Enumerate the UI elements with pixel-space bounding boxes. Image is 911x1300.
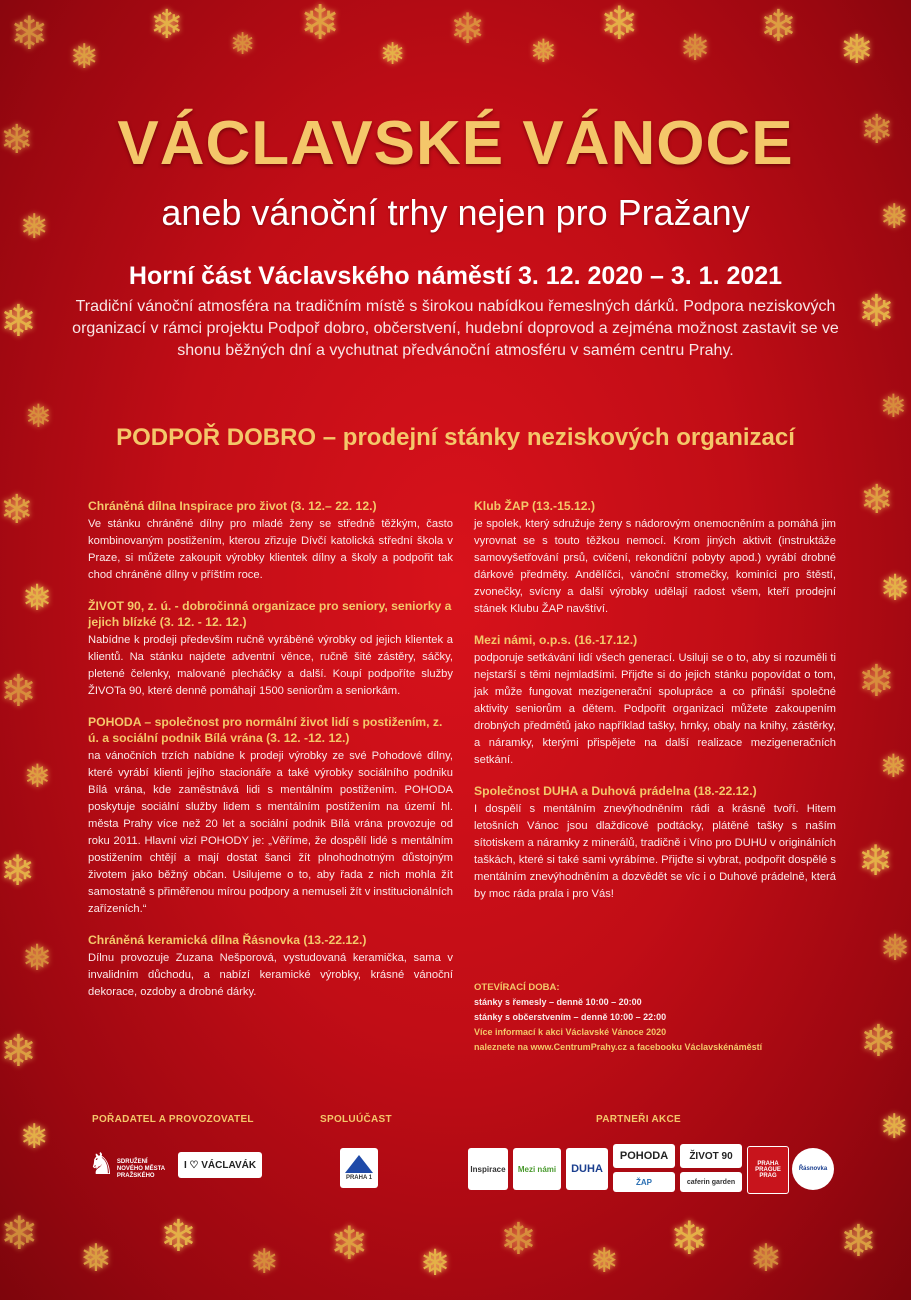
section-heading: PODPOŘ DOBRO – prodejní stánky neziskových organizací xyxy=(116,424,795,451)
hours-website: naleznete na www.CentrumPrahy.cz a facebooku Václavskénáměstí xyxy=(474,1042,763,1052)
praha1-emblem-icon xyxy=(345,1155,373,1173)
horse-rider-icon: ♞ xyxy=(88,1148,115,1181)
snowflake-icon: ❄ xyxy=(0,1207,39,1259)
snowflake-icon: ❄ xyxy=(0,667,37,716)
entry-duha xyxy=(474,783,836,903)
entry-title: Společnost DUHA a Duhová prádelna (18.-22.12.) xyxy=(474,784,757,798)
snowflake-icon: ❄ xyxy=(300,0,341,50)
entry-title: POHODA – společnost pro normální život lidí s postižením, z. ú. a sociální podnik Bílá vrána (3. 12. -12. 12.) xyxy=(88,715,443,745)
praha1-logo xyxy=(340,1148,378,1188)
snowflake-icon: ❄ xyxy=(450,5,486,52)
snowflake-icon: ❅ xyxy=(680,27,711,68)
snowflake-icon: ❅ xyxy=(230,28,256,61)
entry-pohoda xyxy=(88,714,453,918)
partner-logo-zivot90: ŽIVOT 90 xyxy=(680,1144,742,1168)
organizer-label: POŘADATEL A PROVOZOVATEL xyxy=(92,1114,254,1125)
hours-food: stánky s občerstvením – denně 10:00 – 22:00 xyxy=(474,1012,667,1022)
partner-logo-duha: DUHA xyxy=(566,1148,608,1190)
snowflake-icon: ❅ xyxy=(20,208,49,246)
partner-logo-praha: PRAHA PRAGUE PRAG xyxy=(747,1146,789,1194)
snowflake-icon: ❅ xyxy=(420,1242,451,1283)
snowflake-icon: ❅ xyxy=(880,388,907,424)
snowflake-icon: ❄ xyxy=(858,657,895,706)
snowflake-icon: ❅ xyxy=(880,567,911,608)
snowflake-icon: ❅ xyxy=(24,758,51,794)
entry-text: Nabídne k prodeji především ručně vyráběné výrobky od jejich klientek a klientů. Na stánku najdete adventní věnce, ručně šité zástěry, sáčky, pletené čelenky, malované plecháčky a další. Koupí podpoříte služby ŽIVOTa 90, které denně pomáhají 1500 seniorům a seniorkám. xyxy=(88,634,453,697)
snowflake-icon: ❅ xyxy=(750,1238,782,1280)
partner-logo-caferin: caferin garden xyxy=(680,1172,742,1192)
entry-inspirace xyxy=(88,498,453,584)
event-location: Horní část Václavského náměstí 3. 12. 2020 – 3. 1. 2021 xyxy=(128,262,783,290)
partner-logo-mezi-nami: Mezi námi xyxy=(513,1148,561,1190)
entry-zivot90 xyxy=(88,598,453,700)
hours-title: OTEVÍRACÍ DOBA: xyxy=(474,982,560,993)
snowflake-icon: ❄ xyxy=(600,0,639,49)
entry-title: Chráněná keramická dílna Řásnovka (13.-22.12.) xyxy=(88,933,367,947)
snowflake-icon: ❅ xyxy=(840,28,874,72)
snowflake-icon: ❄ xyxy=(330,1217,369,1269)
partner-logo-rasnovka: Řásnovka xyxy=(792,1148,834,1190)
snowflake-icon: ❅ xyxy=(880,1108,909,1146)
snowflake-icon: ❄ xyxy=(0,118,34,162)
snowflake-icon: ❄ xyxy=(10,7,49,59)
partner-logo-inspirace: Inspirace xyxy=(468,1148,508,1190)
snowflake-icon: ❄ xyxy=(760,2,797,51)
hours-crafts: stánky s řemesly – denně 10:00 – 20:00 xyxy=(474,997,642,1007)
snowflake-icon: ❄ xyxy=(860,1017,897,1066)
organizer-logo-text: SDRUŽENÍ NOVÉHO MĚSTA PRAŽSKÉHO xyxy=(116,1159,165,1179)
snowflake-icon: ❄ xyxy=(858,287,895,336)
partner-logo-pohoda: POHODA xyxy=(613,1144,675,1168)
hours-info: Více informací k akci Václavské Vánoce 2020 xyxy=(474,1027,667,1037)
entry-text: na vánočních trzích nabídne k prodeji výrobky ze své Pohodové dílny, které vyrábí klienti jejího stacionáře a také výrobky sociálního podniku Bílá vrána, kde zaměstnává lidi s mentálním postižením. POHODA poskytuje sociální služby lidem s mentálním postižením na území hl. města Prahy více než 20 let a sociální podnik Bílá vrána provozuje od roku 2011. Hlavní vizí POHODY je: „Věříme, že dospělí lidé s mentálním postižením chtějí a mají dostat šanci žít plnohodnotným důstojným životem jako běžný občan. Usilujeme o to, aby řada z nich mohla žít samostatně s přiměřenou mírou podpory a nemuseli žít v institucionálních zařízeních.“ xyxy=(88,750,454,915)
snowflake-icon: ❄ xyxy=(0,488,34,532)
snowflake-icon: ❄ xyxy=(670,1212,709,1264)
snowflake-icon: ❄ xyxy=(0,1027,37,1076)
snowflake-icon: ❄ xyxy=(858,837,894,884)
entry-text: I dospělí s mentálním znevýhodněním rádi a krásně tvoří. Hitem letošních Vánoc jsou dlaždicové podtácky, plátěné tašky s naším sítotiskem a náramky z minerálů, tradičně i Víno pro DUHU v originálních taškách, které si také sami vyrábíme. Přijďte si vybrat, podpořit dospělé s mentálním znevýhodněním a dozvědět se víc i o Duhové prádelně, která by moc ráda prala i pro Vás! xyxy=(474,803,836,900)
snowflake-icon: ❄ xyxy=(150,3,184,47)
snowflake-icon: ❅ xyxy=(880,927,911,968)
vaclavak-logo: I ♡ VÁCLAVÁK xyxy=(178,1152,262,1178)
entry-text: Ve stánku chráněné dílny pro mladé ženy se středně těžkým, často kombinovaným postižením, kterou zřizuje Dívčí katolická střední škola v Praze, si můžete zakoupit výrobky klientek dílny a školy a podpořit tak chod chráněné dílny v příštím roce. xyxy=(88,518,453,581)
snowflake-icon: ❅ xyxy=(20,1118,49,1156)
poster-title: VÁCLAVSKÉ VÁNOCE xyxy=(117,109,794,178)
snowflake-icon: ❄ xyxy=(500,1215,537,1264)
snowflake-icon: ❅ xyxy=(22,577,53,618)
snowflake-icon: ❄ xyxy=(840,1217,877,1266)
entry-mezi-nami xyxy=(474,632,836,769)
snowflake-icon: ❅ xyxy=(530,33,557,69)
snowflake-icon: ❅ xyxy=(250,1243,279,1281)
snowflake-icon: ❅ xyxy=(590,1242,619,1280)
snowflake-icon: ❅ xyxy=(80,1238,112,1280)
entry-text: podporuje setkávání lidí všech generací. Usiluji se o to, aby si rozuměli ti nejstarší s těmi nejmladšími. Přijďte si do jejich stánku popovídat o tom, jak může fungovat mezigenerační spolupráce a co přináší společné aktivity seniorům a dětem. Podpořit organizaci můžete zakoupením drobných předmětů jako například tašky, hrnky, obaly na knihy, zástěrky, a náramky, kterými přispějete na další realizace mezigeneračních setkání. xyxy=(474,652,836,766)
event-intro: Tradiční vánoční atmosféra na tradičním místě s širokou nabídkou řemeslných dárků. Podpora neziskových organizací v rámci projektu Podpoř dobro, občerstvení, hudební doprovod a zejména možnost zastavit se ve shonu běžných dní a vychutnat předvánoční atmosféru v samém centru Prahy. xyxy=(72,298,839,359)
left-column xyxy=(88,498,453,1015)
snowflake-icon: ❅ xyxy=(880,748,907,784)
entry-rasnovka xyxy=(88,932,453,1001)
praha1-logo-text: PRAHA 1 xyxy=(345,1175,373,1181)
entry-text: je spolek, který sdružuje ženy s nádorovým onemocněním a pomáhá jim vyrovnat se s touto těžkou nemocí. Krom jiných aktivit (instruktáže samovyšetřování prsů, cvičení, rekondiční pobyty apod.) vyrábí drobné dárkové předměty. Andělíčci, vánoční stromečky, kominíci pro štěstí, zvonečky, svícny a další výrobky udělají radost všem, kteří prodejní stánek Klubu ŽAP navštíví. xyxy=(474,518,836,615)
snowflake-icon: ❅ xyxy=(70,38,99,76)
entry-title: ŽIVOT 90, z. ú. - dobročinná organizace pro seniory, seniorky a jejich blízké (3. 12. - 12. 12.) xyxy=(88,599,452,629)
entry-title: Klub ŽAP (13.-15.12.) xyxy=(474,499,596,513)
entry-title: Mezi námi, o.p.s. (16.-17.12.) xyxy=(474,633,638,647)
snowflake-icon: ❄ xyxy=(0,297,37,346)
opening-hours xyxy=(474,980,854,1055)
entry-text: Dílnu provozuje Zuzana Nešporová, vystudovaná keramička, sama v invalidním důchodu, a nabízí keramické výrobky, krásné vánoční dekorace, ozdoby a drobné dárky. xyxy=(88,952,453,998)
partners-label: PARTNEŘI AKCE xyxy=(596,1114,682,1125)
snowflake-icon: ❄ xyxy=(860,478,894,522)
entry-klub-zap xyxy=(474,498,836,618)
snowflake-icon: ❄ xyxy=(0,847,36,894)
snowflake-icon: ❅ xyxy=(22,937,53,978)
poster-subtitle: aneb vánoční trhy nejen pro Pražany xyxy=(161,192,750,233)
entry-title: Chráněná dílna Inspirace pro život (3. 12.– 22. 12.) xyxy=(88,499,377,513)
snowflake-icon: ❄ xyxy=(860,108,894,152)
snowflake-icon: ❅ xyxy=(25,398,52,434)
organizer-logo xyxy=(88,1140,168,1180)
right-column xyxy=(474,498,836,917)
cooperation-label: SPOLUÚČAST xyxy=(320,1114,392,1125)
partner-logo-zap: ŽAP xyxy=(613,1172,675,1192)
snowflake-icon: ❅ xyxy=(880,198,909,236)
snowflake-icon: ❅ xyxy=(380,38,406,71)
snowflake-icon: ❄ xyxy=(160,1212,197,1261)
